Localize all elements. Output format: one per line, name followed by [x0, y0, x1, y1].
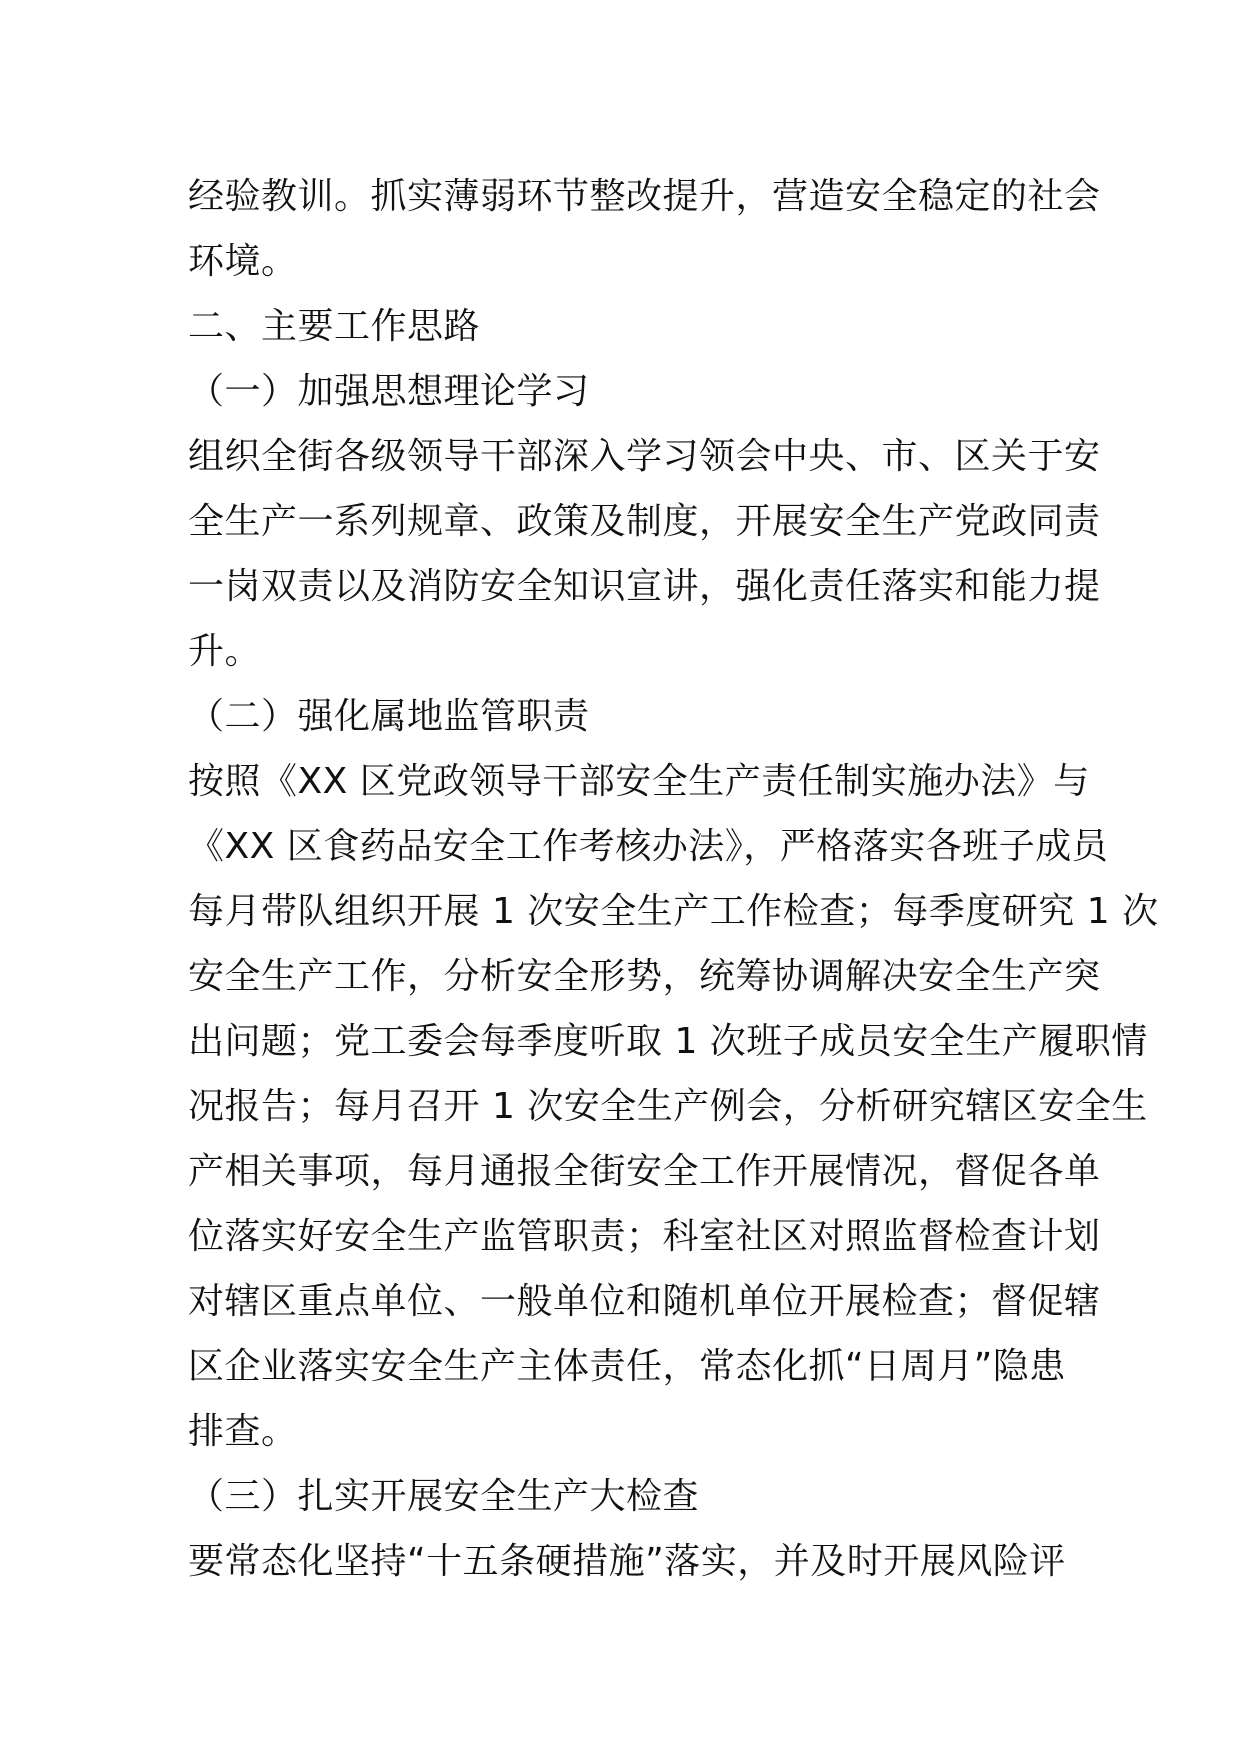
text-line: 环境。 — [188, 241, 298, 282]
subsection-heading: （三）扎实开展安全生产大检查 — [188, 1476, 700, 1517]
text-line: 对辖区重点单位、一般单位和随机单位开展检查；督促辖 — [188, 1281, 1101, 1322]
subsection-heading: （二）强化属地监管职责 — [188, 696, 590, 737]
text-line: 出问题；党工委会每季度听取 1 次班子成员安全生产履职情 — [188, 1021, 1148, 1062]
document-body — [188, 164, 1159, 1594]
text-line: 每月带队组织开展 1 次安全生产工作检查；每季度研究 1 次 — [188, 891, 1159, 932]
text-line: 升。 — [188, 631, 262, 672]
text-line: 经验教训。抓实薄弱环节整改提升，营造安全稳定的社会 — [188, 176, 1101, 217]
section-heading: 二、主要工作思路 — [188, 306, 481, 347]
text-line: 一岗双责以及消防安全知识宣讲，强化责任落实和能力提 — [188, 566, 1101, 607]
text-line: 全生产一系列规章、政策及制度，开展安全生产党政同责 — [188, 501, 1101, 542]
text-line: 按照《XX 区党政领导干部安全生产责任制实施办法》与 — [188, 761, 1090, 802]
text-line: 要常态化坚持“十五条硬措施”落实，并及时开展风险评 — [188, 1541, 1066, 1582]
text-line: 况报告；每月召开 1 次安全生产例会，分析研究辖区安全生 — [188, 1086, 1148, 1127]
text-line: 产相关事项，每月通报全街安全工作开展情况，督促各单 — [188, 1151, 1101, 1192]
text-line: 安全生产工作，分析安全形势，统筹协调解决安全生产突 — [188, 956, 1101, 997]
text-line: 组织全街各级领导干部深入学习领会中央、市、区关于安 — [188, 436, 1101, 477]
subsection-heading: （一）加强思想理论学习 — [188, 371, 590, 412]
text-line: 区企业落实安全生产主体责任，常态化抓“日周月”隐患 — [188, 1346, 1066, 1387]
text-line: 排查。 — [188, 1411, 298, 1452]
text-line: 位落实好安全生产监管职责；科室社区对照监督检查计划 — [188, 1216, 1101, 1257]
text-line: 《XX 区食药品安全工作考核办法》，严格落实各班子成员 — [188, 826, 1109, 867]
